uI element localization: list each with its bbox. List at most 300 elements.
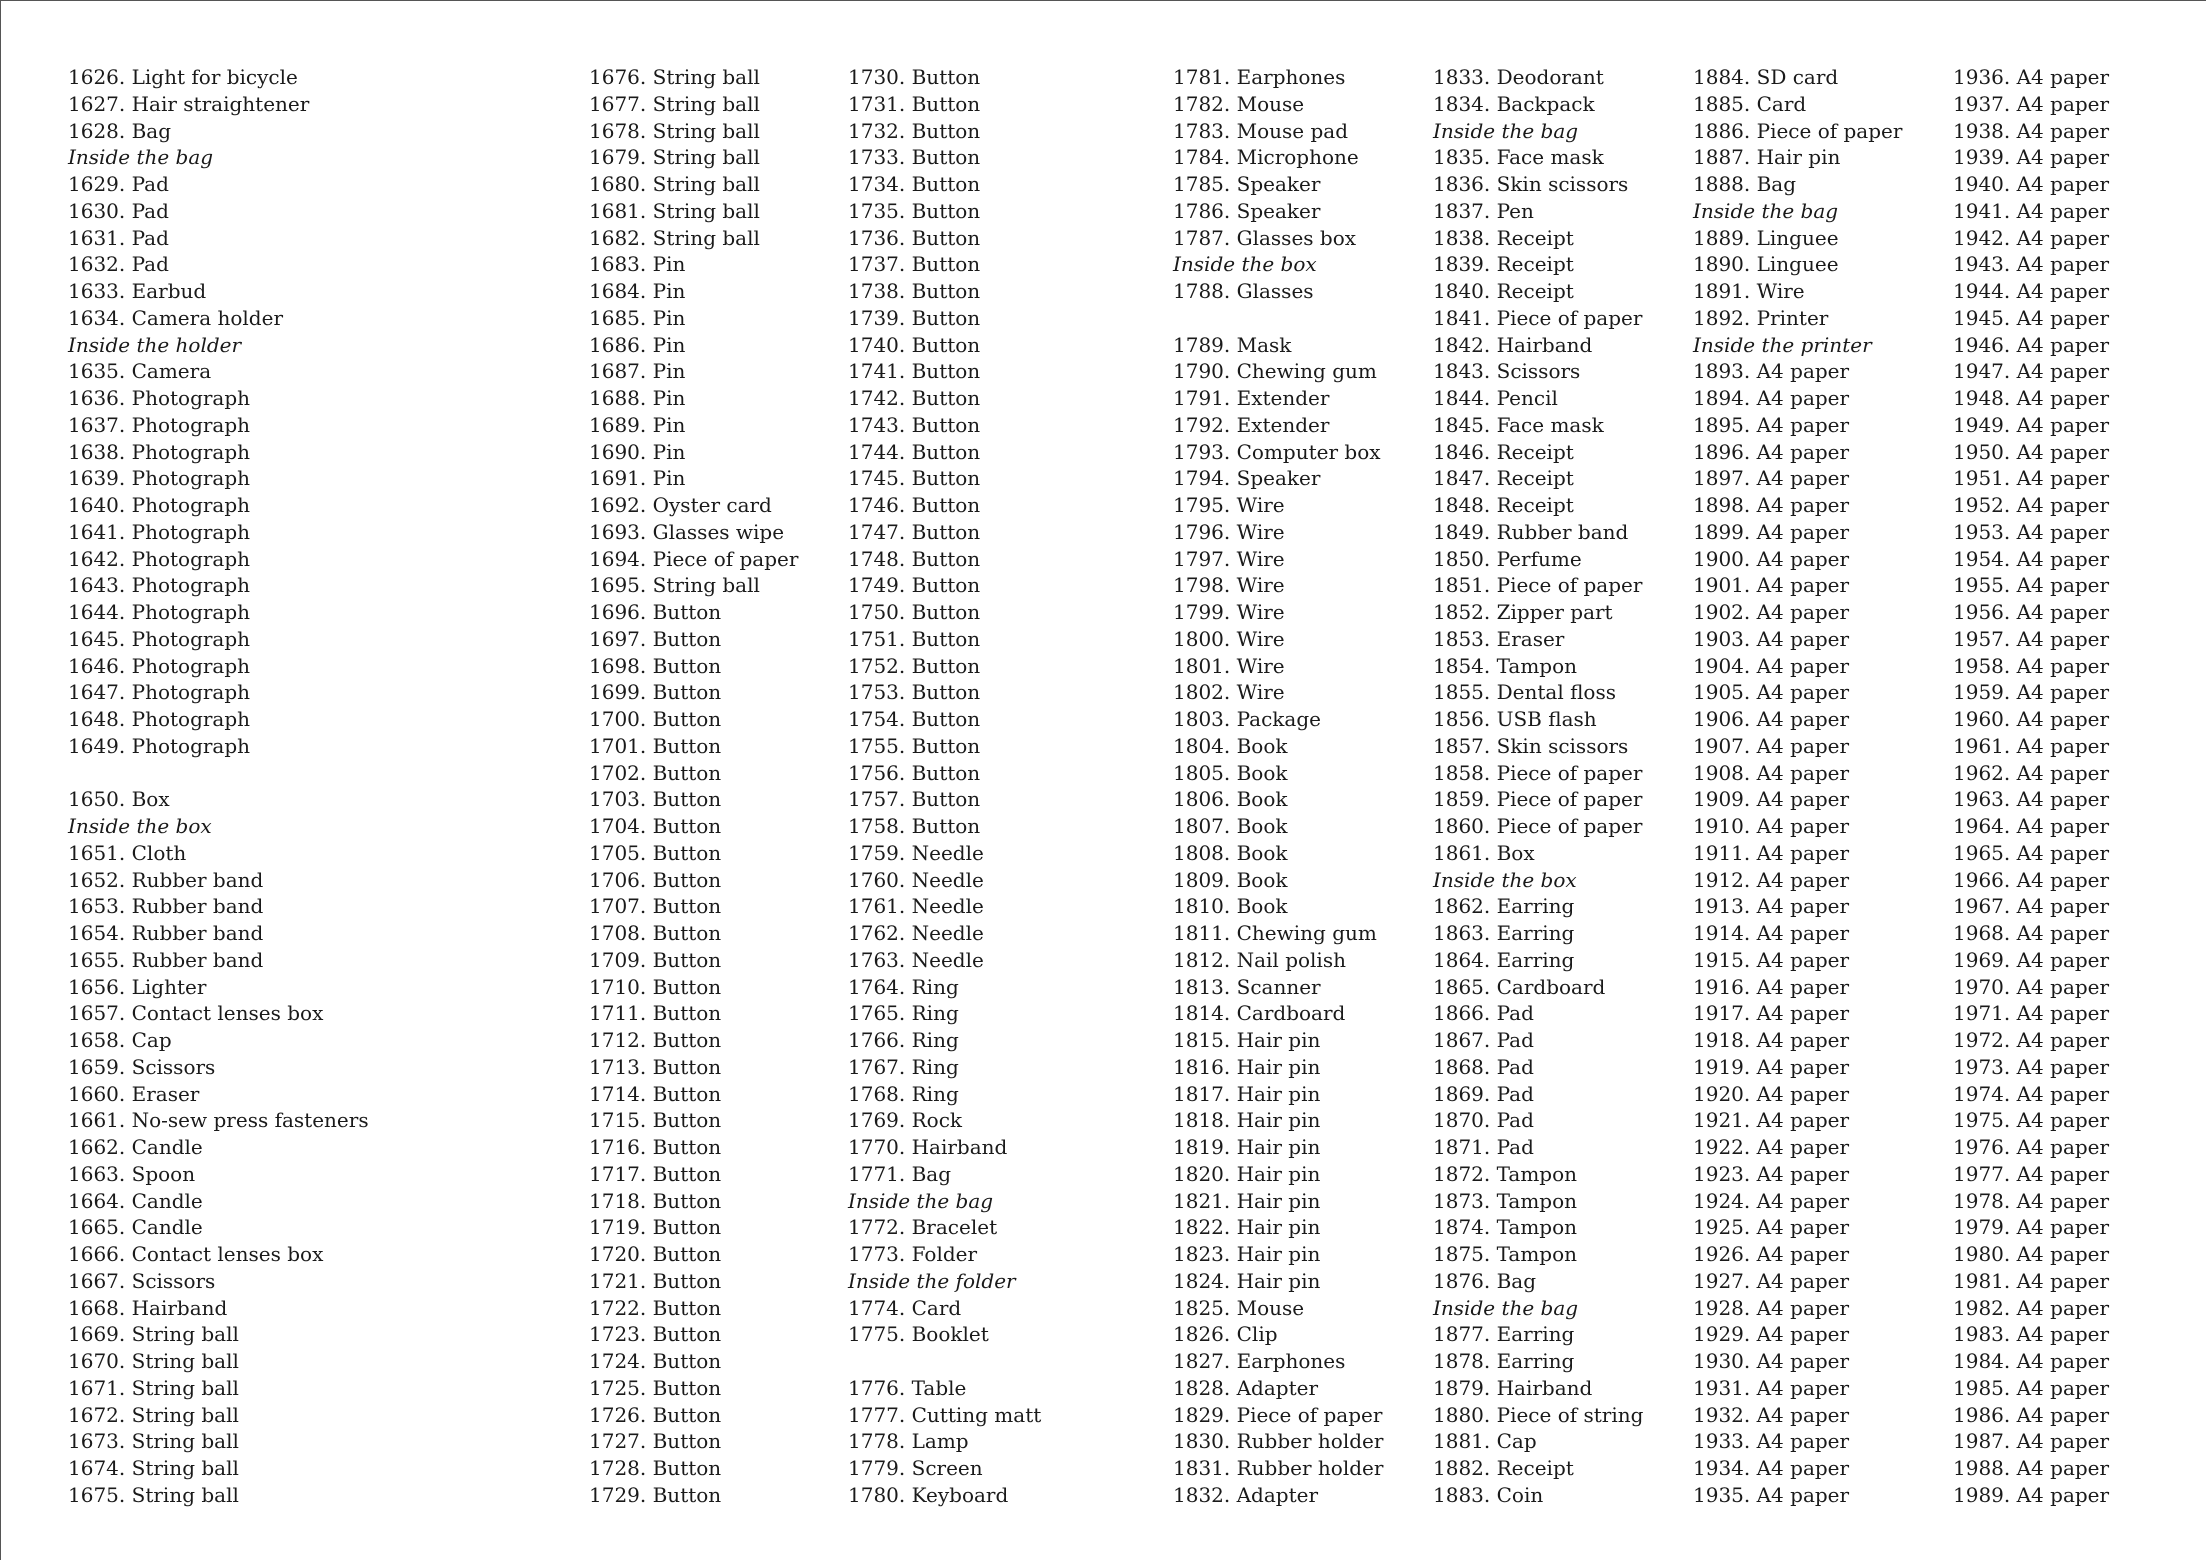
list-item: 1779. Screen xyxy=(848,1456,983,1480)
list-item: 1758. Button xyxy=(848,814,981,838)
list-item: 1963. A4 paper xyxy=(1953,787,2110,812)
list-item: 1710. Button xyxy=(589,974,722,999)
list-item: 1659. Scissors xyxy=(68,1054,216,1079)
list-item: 1874. Tampon xyxy=(1433,1215,1578,1240)
list-item: 1964. A4 paper xyxy=(1953,814,2110,838)
list-item: 1781. Earphones xyxy=(1173,65,1346,89)
list-item: 1930. A4 paper xyxy=(1693,1349,1850,1373)
list-item: 1933. A4 paper xyxy=(1693,1429,1850,1454)
list-item: 1927. A4 paper xyxy=(1693,1268,1850,1293)
section-heading: Inside the box xyxy=(1433,867,1577,892)
section-heading: Inside the printer xyxy=(1693,332,1872,357)
list-item: 1759. Needle xyxy=(848,840,984,865)
list-item: 1902. A4 paper xyxy=(1693,600,1850,624)
list-item: 1869. Pad xyxy=(1433,1081,1534,1106)
list-item: 1780. Keyboard xyxy=(848,1482,1009,1507)
section-heading: Inside the bag xyxy=(1433,1295,1579,1320)
list-item: 1972. A4 paper xyxy=(1953,1028,2110,1052)
list-item: 1685. Pin xyxy=(589,305,686,330)
list-item: 1866. Pad xyxy=(1433,1001,1534,1026)
list-item: 1765. Ring xyxy=(848,1001,959,1026)
list-item: 1981. A4 paper xyxy=(1953,1268,2110,1293)
list-item: 1735. Button xyxy=(848,198,981,223)
list-item: 1700. Button xyxy=(589,707,722,731)
list-item: 1896. A4 paper xyxy=(1693,439,1850,464)
list-item: 1772. Bracelet xyxy=(848,1215,998,1240)
list-item: 1770. Hairband xyxy=(848,1135,1008,1159)
list-item: 1728. Button xyxy=(589,1456,722,1480)
list-item: 1955. A4 paper xyxy=(1953,573,2110,598)
list-item: 1836. Skin scissors xyxy=(1433,172,1629,196)
list-item: 1673. String ball xyxy=(68,1429,239,1454)
list-item: 1954. A4 paper xyxy=(1953,546,2110,571)
list-item: 1696. Button xyxy=(589,600,722,624)
list-item: 1936. A4 paper xyxy=(1953,65,2110,89)
list-item: 1793. Computer box xyxy=(1173,439,1381,464)
list-item: 1727. Button xyxy=(589,1429,722,1454)
list-item: 1791. Extender xyxy=(1173,386,1330,410)
list-item: 1837. Pen xyxy=(1433,198,1534,223)
list-item: 1864. Earring xyxy=(1433,947,1575,972)
list-item: 1792. Extender xyxy=(1173,412,1330,437)
list-item: 1929. A4 paper xyxy=(1693,1322,1850,1347)
list-item: 1821. Hair pin xyxy=(1173,1188,1321,1213)
list-item: 1749. Button xyxy=(848,573,981,598)
list-item: 1914. A4 paper xyxy=(1693,921,1850,945)
list-item: 1811. Chewing gum xyxy=(1173,921,1377,945)
list-item: 1663. Spoon xyxy=(68,1161,196,1186)
list-item: 1958. A4 paper xyxy=(1953,653,2110,678)
list-item: 1682. String ball xyxy=(589,225,760,250)
list-item: 1677. String ball xyxy=(589,91,760,116)
list-item: 1922. A4 paper xyxy=(1693,1135,1850,1159)
list-item: 1886. Piece of paper xyxy=(1693,118,1903,143)
list-item: 1939. A4 paper xyxy=(1953,145,2110,170)
list-item: 1672. String ball xyxy=(68,1402,239,1427)
section-heading: Inside the bag xyxy=(1693,198,1839,223)
list-item: 1966. A4 paper xyxy=(1953,867,2110,892)
list-item: 1968. A4 paper xyxy=(1953,921,2110,945)
list-item: 1862. Earring xyxy=(1433,894,1575,919)
list-item: 1974. A4 paper xyxy=(1953,1081,2110,1106)
list-item: 1940. A4 paper xyxy=(1953,172,2110,196)
list-item: 1652. Rubber band xyxy=(68,867,264,892)
list-item: 1901. A4 paper xyxy=(1693,573,1850,598)
list-item: 1701. Button xyxy=(589,733,722,758)
list-item: 1984. A4 paper xyxy=(1953,1349,2110,1373)
list-item: 1719. Button xyxy=(589,1215,722,1240)
list-item: 1823. Hair pin xyxy=(1173,1242,1321,1266)
list-item: 1861. Box xyxy=(1433,840,1535,865)
list-item: 1626. Light for bicycle xyxy=(68,65,298,89)
list-item: 1699. Button xyxy=(589,680,722,705)
list-item: 1941. A4 paper xyxy=(1953,198,2110,223)
list-item: 1817. Hair pin xyxy=(1173,1081,1321,1106)
list-item: 1978. A4 paper xyxy=(1953,1188,2110,1213)
section-heading: Inside the folder xyxy=(848,1268,1016,1293)
list-item: 1698. Button xyxy=(589,653,722,678)
list-item: 1688. Pin xyxy=(589,386,686,410)
list-item: 1712. Button xyxy=(589,1028,722,1052)
list-item: 1655. Rubber band xyxy=(68,947,264,972)
list-item: 1773. Folder xyxy=(848,1242,978,1266)
list-item: 1635. Camera xyxy=(68,359,212,384)
list-item: 1694. Piece of paper xyxy=(589,546,799,571)
list-item: 1980. A4 paper xyxy=(1953,1242,2110,1266)
section-heading: Inside the bag xyxy=(848,1188,994,1213)
list-item: 1641. Photograph xyxy=(68,519,251,544)
list-item: 1627. Hair straightener xyxy=(68,91,310,116)
list-item: 1907. A4 paper xyxy=(1693,733,1850,758)
list-item: 1815. Hair pin xyxy=(1173,1028,1321,1052)
list-item: 1857. Skin scissors xyxy=(1433,733,1629,758)
list-item: 1693. Glasses wipe xyxy=(589,519,785,544)
list-item: 1875. Tampon xyxy=(1433,1242,1578,1266)
list-item: 1912. A4 paper xyxy=(1693,867,1850,892)
list-item: 1831. Rubber holder xyxy=(1173,1456,1384,1480)
list-item: 1631. Pad xyxy=(68,225,169,250)
list-item: 1746. Button xyxy=(848,493,981,517)
list-item: 1934. A4 paper xyxy=(1693,1456,1850,1480)
list-item: 1760. Needle xyxy=(848,867,984,892)
list-item: 1833. Deodorant xyxy=(1433,65,1604,89)
list-item: 1638. Photograph xyxy=(68,439,251,464)
list-item: 1830. Rubber holder xyxy=(1173,1429,1384,1454)
list-item: 1859. Piece of paper xyxy=(1433,787,1643,812)
list-item: 1913. A4 paper xyxy=(1693,894,1850,919)
list-item: 1951. A4 paper xyxy=(1953,466,2110,491)
list-item: 1854. Tampon xyxy=(1433,653,1578,678)
list-item: 1675. String ball xyxy=(68,1482,239,1507)
list-item: 1769. Rock xyxy=(848,1108,963,1133)
list-item: 1895. A4 paper xyxy=(1693,412,1850,437)
list-item: 1726. Button xyxy=(589,1402,722,1427)
list-item: 1637. Photograph xyxy=(68,412,251,437)
list-item: 1706. Button xyxy=(589,867,722,892)
list-item: 1714. Button xyxy=(589,1081,722,1106)
list-item: 1743. Button xyxy=(848,412,981,437)
section-heading: Inside the bag xyxy=(1433,118,1579,143)
list-item: 1843. Scissors xyxy=(1433,359,1581,384)
list-item: 1802. Wire xyxy=(1173,680,1285,705)
list-item: 1789. Mask xyxy=(1173,332,1292,357)
list-item: 1742. Button xyxy=(848,386,981,410)
list-item: 1747. Button xyxy=(848,519,981,544)
list-item: 1938. A4 paper xyxy=(1953,118,2110,143)
list-item: 1737. Button xyxy=(848,252,981,277)
list-item: 1953. A4 paper xyxy=(1953,519,2110,544)
list-item: 1715. Button xyxy=(589,1108,722,1133)
list-item: 1871. Pad xyxy=(1433,1135,1534,1159)
list-item: 1844. Pencil xyxy=(1433,386,1558,410)
list-item: 1674. String ball xyxy=(68,1456,239,1480)
list-item: 1961. A4 paper xyxy=(1953,733,2110,758)
list-item: 1909. A4 paper xyxy=(1693,787,1850,812)
list-item: 1666. Contact lenses box xyxy=(68,1242,324,1266)
list-item: 1983. A4 paper xyxy=(1953,1322,2110,1347)
list-item: 1723. Button xyxy=(589,1322,722,1347)
list-item: 1807. Book xyxy=(1173,814,1288,838)
list-item: 1915. A4 paper xyxy=(1693,947,1850,972)
list-item: 1834. Backpack xyxy=(1433,91,1595,116)
list-item: 1660. Eraser xyxy=(68,1081,200,1106)
list-item: 1865. Cardboard xyxy=(1433,974,1606,999)
list-item: 1898. A4 paper xyxy=(1693,493,1850,517)
list-item: 1703. Button xyxy=(589,787,722,812)
list-item: 1761. Needle xyxy=(848,894,984,919)
list-item: 1973. A4 paper xyxy=(1953,1054,2110,1079)
list-item: 1662. Candle xyxy=(68,1135,203,1159)
list-item: 1867. Pad xyxy=(1433,1028,1534,1052)
list-item: 1931. A4 paper xyxy=(1693,1375,1850,1400)
list-item: 1906. A4 paper xyxy=(1693,707,1850,731)
list-item: 1986. A4 paper xyxy=(1953,1402,2110,1427)
list-item: 1751. Button xyxy=(848,626,981,651)
list-item: 1919. A4 paper xyxy=(1693,1054,1850,1079)
list-item: 1826. Clip xyxy=(1173,1322,1278,1347)
list-item: 1894. A4 paper xyxy=(1693,386,1850,410)
list-item: 1734. Button xyxy=(848,172,981,196)
list-item: 1805. Book xyxy=(1173,760,1288,785)
list-item: 1705. Button xyxy=(589,840,722,865)
list-item: 1829. Piece of paper xyxy=(1173,1402,1383,1427)
list-item: 1910. A4 paper xyxy=(1693,814,1850,838)
list-item: 1870. Pad xyxy=(1433,1108,1534,1133)
list-item: 1755. Button xyxy=(848,733,981,758)
list-item: 1810. Book xyxy=(1173,894,1288,919)
list-item: 1903. A4 paper xyxy=(1693,626,1850,651)
list-item: 1762. Needle xyxy=(848,921,984,945)
list-item: 1825. Mouse xyxy=(1173,1295,1305,1320)
list-item: 1730. Button xyxy=(848,65,981,89)
list-item: 1667. Scissors xyxy=(68,1268,216,1293)
list-item: 1669. String ball xyxy=(68,1322,239,1347)
list-item: 1795. Wire xyxy=(1173,493,1285,517)
list-item: 1916. A4 paper xyxy=(1693,974,1850,999)
list-item: 1745. Button xyxy=(848,466,981,491)
list-item: 1736. Button xyxy=(848,225,981,250)
list-item: 1878. Earring xyxy=(1433,1349,1575,1373)
list-item: 1813. Scanner xyxy=(1173,974,1321,999)
list-item: 1782. Mouse xyxy=(1173,91,1305,116)
list-item: 1739. Button xyxy=(848,305,981,330)
list-item: 1680. String ball xyxy=(589,172,760,196)
list-item: 1683. Pin xyxy=(589,252,686,277)
list-item: 1945. A4 paper xyxy=(1953,305,2110,330)
list-item: 1684. Pin xyxy=(589,279,686,303)
list-item: 1686. Pin xyxy=(589,332,686,357)
list-item: 1937. A4 paper xyxy=(1953,91,2110,116)
list-item: 1668. Hairband xyxy=(68,1295,228,1320)
list-item: 1965. A4 paper xyxy=(1953,840,2110,865)
list-item: 1763. Needle xyxy=(848,947,984,972)
list-item: 1644. Photograph xyxy=(68,600,251,624)
list-item: 1642. Photograph xyxy=(68,546,251,571)
list-item: 1800. Wire xyxy=(1173,626,1285,651)
list-item: 1883. Coin xyxy=(1433,1482,1544,1507)
list-item: 1881. Cap xyxy=(1433,1429,1537,1454)
list-item: 1806. Book xyxy=(1173,787,1288,812)
list-item: 1709. Button xyxy=(589,947,722,972)
list-item: 1725. Button xyxy=(589,1375,722,1400)
list-item: 1788. Glasses xyxy=(1173,279,1314,303)
list-item: 1752. Button xyxy=(848,653,981,678)
list-item: 1808. Book xyxy=(1173,840,1288,865)
list-item: 1777. Cutting matt xyxy=(848,1402,1042,1427)
list-item: 1816. Hair pin xyxy=(1173,1054,1321,1079)
list-item: 1892. Printer xyxy=(1693,305,1829,330)
list-item: 1905. A4 paper xyxy=(1693,680,1850,705)
list-item: 1731. Button xyxy=(848,91,981,116)
list-item: 1744. Button xyxy=(848,439,981,464)
list-item: 1790. Chewing gum xyxy=(1173,359,1377,384)
inventory-column-7 xyxy=(1953,64,2208,1509)
list-item: 1771. Bag xyxy=(848,1161,952,1186)
list-item: 1740. Button xyxy=(848,332,981,357)
list-item: 1893. A4 paper xyxy=(1693,359,1850,384)
list-item: 1926. A4 paper xyxy=(1693,1242,1850,1266)
list-item: 1678. String ball xyxy=(589,118,760,143)
list-item: 1681. String ball xyxy=(589,198,760,223)
section-heading: Inside the holder xyxy=(68,332,242,357)
section-heading: Inside the box xyxy=(1173,252,1317,277)
list-item: 1982. A4 paper xyxy=(1953,1295,2110,1320)
list-item: 1797. Wire xyxy=(1173,546,1285,571)
list-item: 1722. Button xyxy=(589,1295,722,1320)
list-item: 1738. Button xyxy=(848,279,981,303)
list-item: 1654. Rubber band xyxy=(68,921,264,945)
list-item: 1956. A4 paper xyxy=(1953,600,2110,624)
list-item: 1799. Wire xyxy=(1173,600,1285,624)
list-item: 1873. Tampon xyxy=(1433,1188,1578,1213)
inventory-column-1 xyxy=(68,64,398,1509)
list-item: 1732. Button xyxy=(848,118,981,143)
list-item: 1766. Ring xyxy=(848,1028,959,1052)
list-item: 1812. Nail polish xyxy=(1173,947,1346,972)
list-item: 1768. Ring xyxy=(848,1081,959,1106)
list-item: 1716. Button xyxy=(589,1135,722,1159)
list-item: 1847. Receipt xyxy=(1433,466,1574,491)
list-item: 1943. A4 paper xyxy=(1953,252,2110,277)
list-item: 1801. Wire xyxy=(1173,653,1285,678)
list-item: 1643. Photograph xyxy=(68,573,251,598)
list-item: 1803. Package xyxy=(1173,707,1321,731)
list-item: 1636. Photograph xyxy=(68,386,251,410)
list-item: 1785. Speaker xyxy=(1173,172,1321,196)
list-item: 1646. Photograph xyxy=(68,653,251,678)
list-item: 1828. Adapter xyxy=(1173,1375,1319,1400)
list-item: 1764. Ring xyxy=(848,974,959,999)
list-item: 1835. Face mask xyxy=(1433,145,1604,170)
list-item: 1827. Earphones xyxy=(1173,1349,1346,1373)
list-item: 1882. Receipt xyxy=(1433,1456,1574,1480)
list-item: 1932. A4 paper xyxy=(1693,1402,1850,1427)
list-item: 1946. A4 paper xyxy=(1953,332,2110,357)
list-item: 1798. Wire xyxy=(1173,573,1285,598)
list-item: 1920. A4 paper xyxy=(1693,1081,1850,1106)
list-item: 1921. A4 paper xyxy=(1693,1108,1850,1133)
list-item: 1970. A4 paper xyxy=(1953,974,2110,999)
list-item: 1628. Bag xyxy=(68,118,172,143)
list-item: 1949. A4 paper xyxy=(1953,412,2110,437)
list-item: 1967. A4 paper xyxy=(1953,894,2110,919)
list-item: 1935. A4 paper xyxy=(1693,1482,1850,1507)
list-item: 1786. Speaker xyxy=(1173,198,1321,223)
list-item: 1718. Button xyxy=(589,1188,722,1213)
list-item: 1908. A4 paper xyxy=(1693,760,1850,785)
list-item: 1820. Hair pin xyxy=(1173,1161,1321,1186)
list-item: 1729. Button xyxy=(589,1482,722,1507)
list-item: 1884. SD card xyxy=(1693,65,1839,89)
list-item: 1748. Button xyxy=(848,546,981,571)
list-item: 1697. Button xyxy=(589,626,722,651)
list-item: 1924. A4 paper xyxy=(1693,1188,1850,1213)
list-item: 1824. Hair pin xyxy=(1173,1268,1321,1293)
list-item: 1942. A4 paper xyxy=(1953,225,2110,250)
list-item: 1707. Button xyxy=(589,894,722,919)
list-item: 1692. Oyster card xyxy=(589,493,772,517)
list-item: 1661. No-sew press fasteners xyxy=(68,1108,369,1133)
list-item: 1733. Button xyxy=(848,145,981,170)
list-item: 1855. Dental floss xyxy=(1433,680,1616,705)
list-item: 1804. Book xyxy=(1173,733,1288,758)
list-item: 1634. Camera holder xyxy=(68,305,283,330)
list-item: 1917. A4 paper xyxy=(1693,1001,1850,1026)
list-item: 1754. Button xyxy=(848,707,981,731)
list-item: 1650. Box xyxy=(68,787,170,812)
list-item: 1842. Hairband xyxy=(1433,332,1593,357)
list-item: 1863. Earring xyxy=(1433,921,1575,945)
list-item: 1629. Pad xyxy=(68,172,169,196)
list-item: 1818. Hair pin xyxy=(1173,1108,1321,1133)
list-item: 1753. Button xyxy=(848,680,981,705)
list-item: 1832. Adapter xyxy=(1173,1482,1319,1507)
list-item: 1944. A4 paper xyxy=(1953,279,2110,303)
list-item: 1971. A4 paper xyxy=(1953,1001,2110,1026)
section-heading: Inside the box xyxy=(68,814,212,838)
list-item: 1657. Contact lenses box xyxy=(68,1001,324,1026)
list-item: 1879. Hairband xyxy=(1433,1375,1593,1400)
list-item: 1987. A4 paper xyxy=(1953,1429,2110,1454)
list-item: 1632. Pad xyxy=(68,252,169,277)
list-item: 1977. A4 paper xyxy=(1953,1161,2110,1186)
list-item: 1925. A4 paper xyxy=(1693,1215,1850,1240)
list-item: 1687. Pin xyxy=(589,359,686,384)
list-item: 1670. String ball xyxy=(68,1349,239,1373)
list-item: 1630. Pad xyxy=(68,198,169,223)
list-item: 1897. A4 paper xyxy=(1693,466,1850,491)
list-item: 1877. Earring xyxy=(1433,1322,1575,1347)
list-item: 1648. Photograph xyxy=(68,707,251,731)
list-item: 1872. Tampon xyxy=(1433,1161,1578,1186)
list-item: 1639. Photograph xyxy=(68,466,251,491)
list-item: 1776. Table xyxy=(848,1375,967,1400)
list-item: 1969. A4 paper xyxy=(1953,947,2110,972)
list-item: 1860. Piece of paper xyxy=(1433,814,1643,838)
list-item: 1796. Wire xyxy=(1173,519,1285,544)
list-item: 1891. Wire xyxy=(1693,279,1805,303)
list-item: 1784. Microphone xyxy=(1173,145,1359,170)
list-item: 1676. String ball xyxy=(589,65,760,89)
list-item: 1880. Piece of string xyxy=(1433,1402,1644,1427)
list-item: 1959. A4 paper xyxy=(1953,680,2110,705)
list-item: 1649. Photograph xyxy=(68,733,251,758)
list-item: 1962. A4 paper xyxy=(1953,760,2110,785)
list-item: 1653. Rubber band xyxy=(68,894,264,919)
list-item: 1783. Mouse pad xyxy=(1173,118,1348,143)
list-item: 1904. A4 paper xyxy=(1693,653,1850,678)
list-item: 1899. A4 paper xyxy=(1693,519,1850,544)
